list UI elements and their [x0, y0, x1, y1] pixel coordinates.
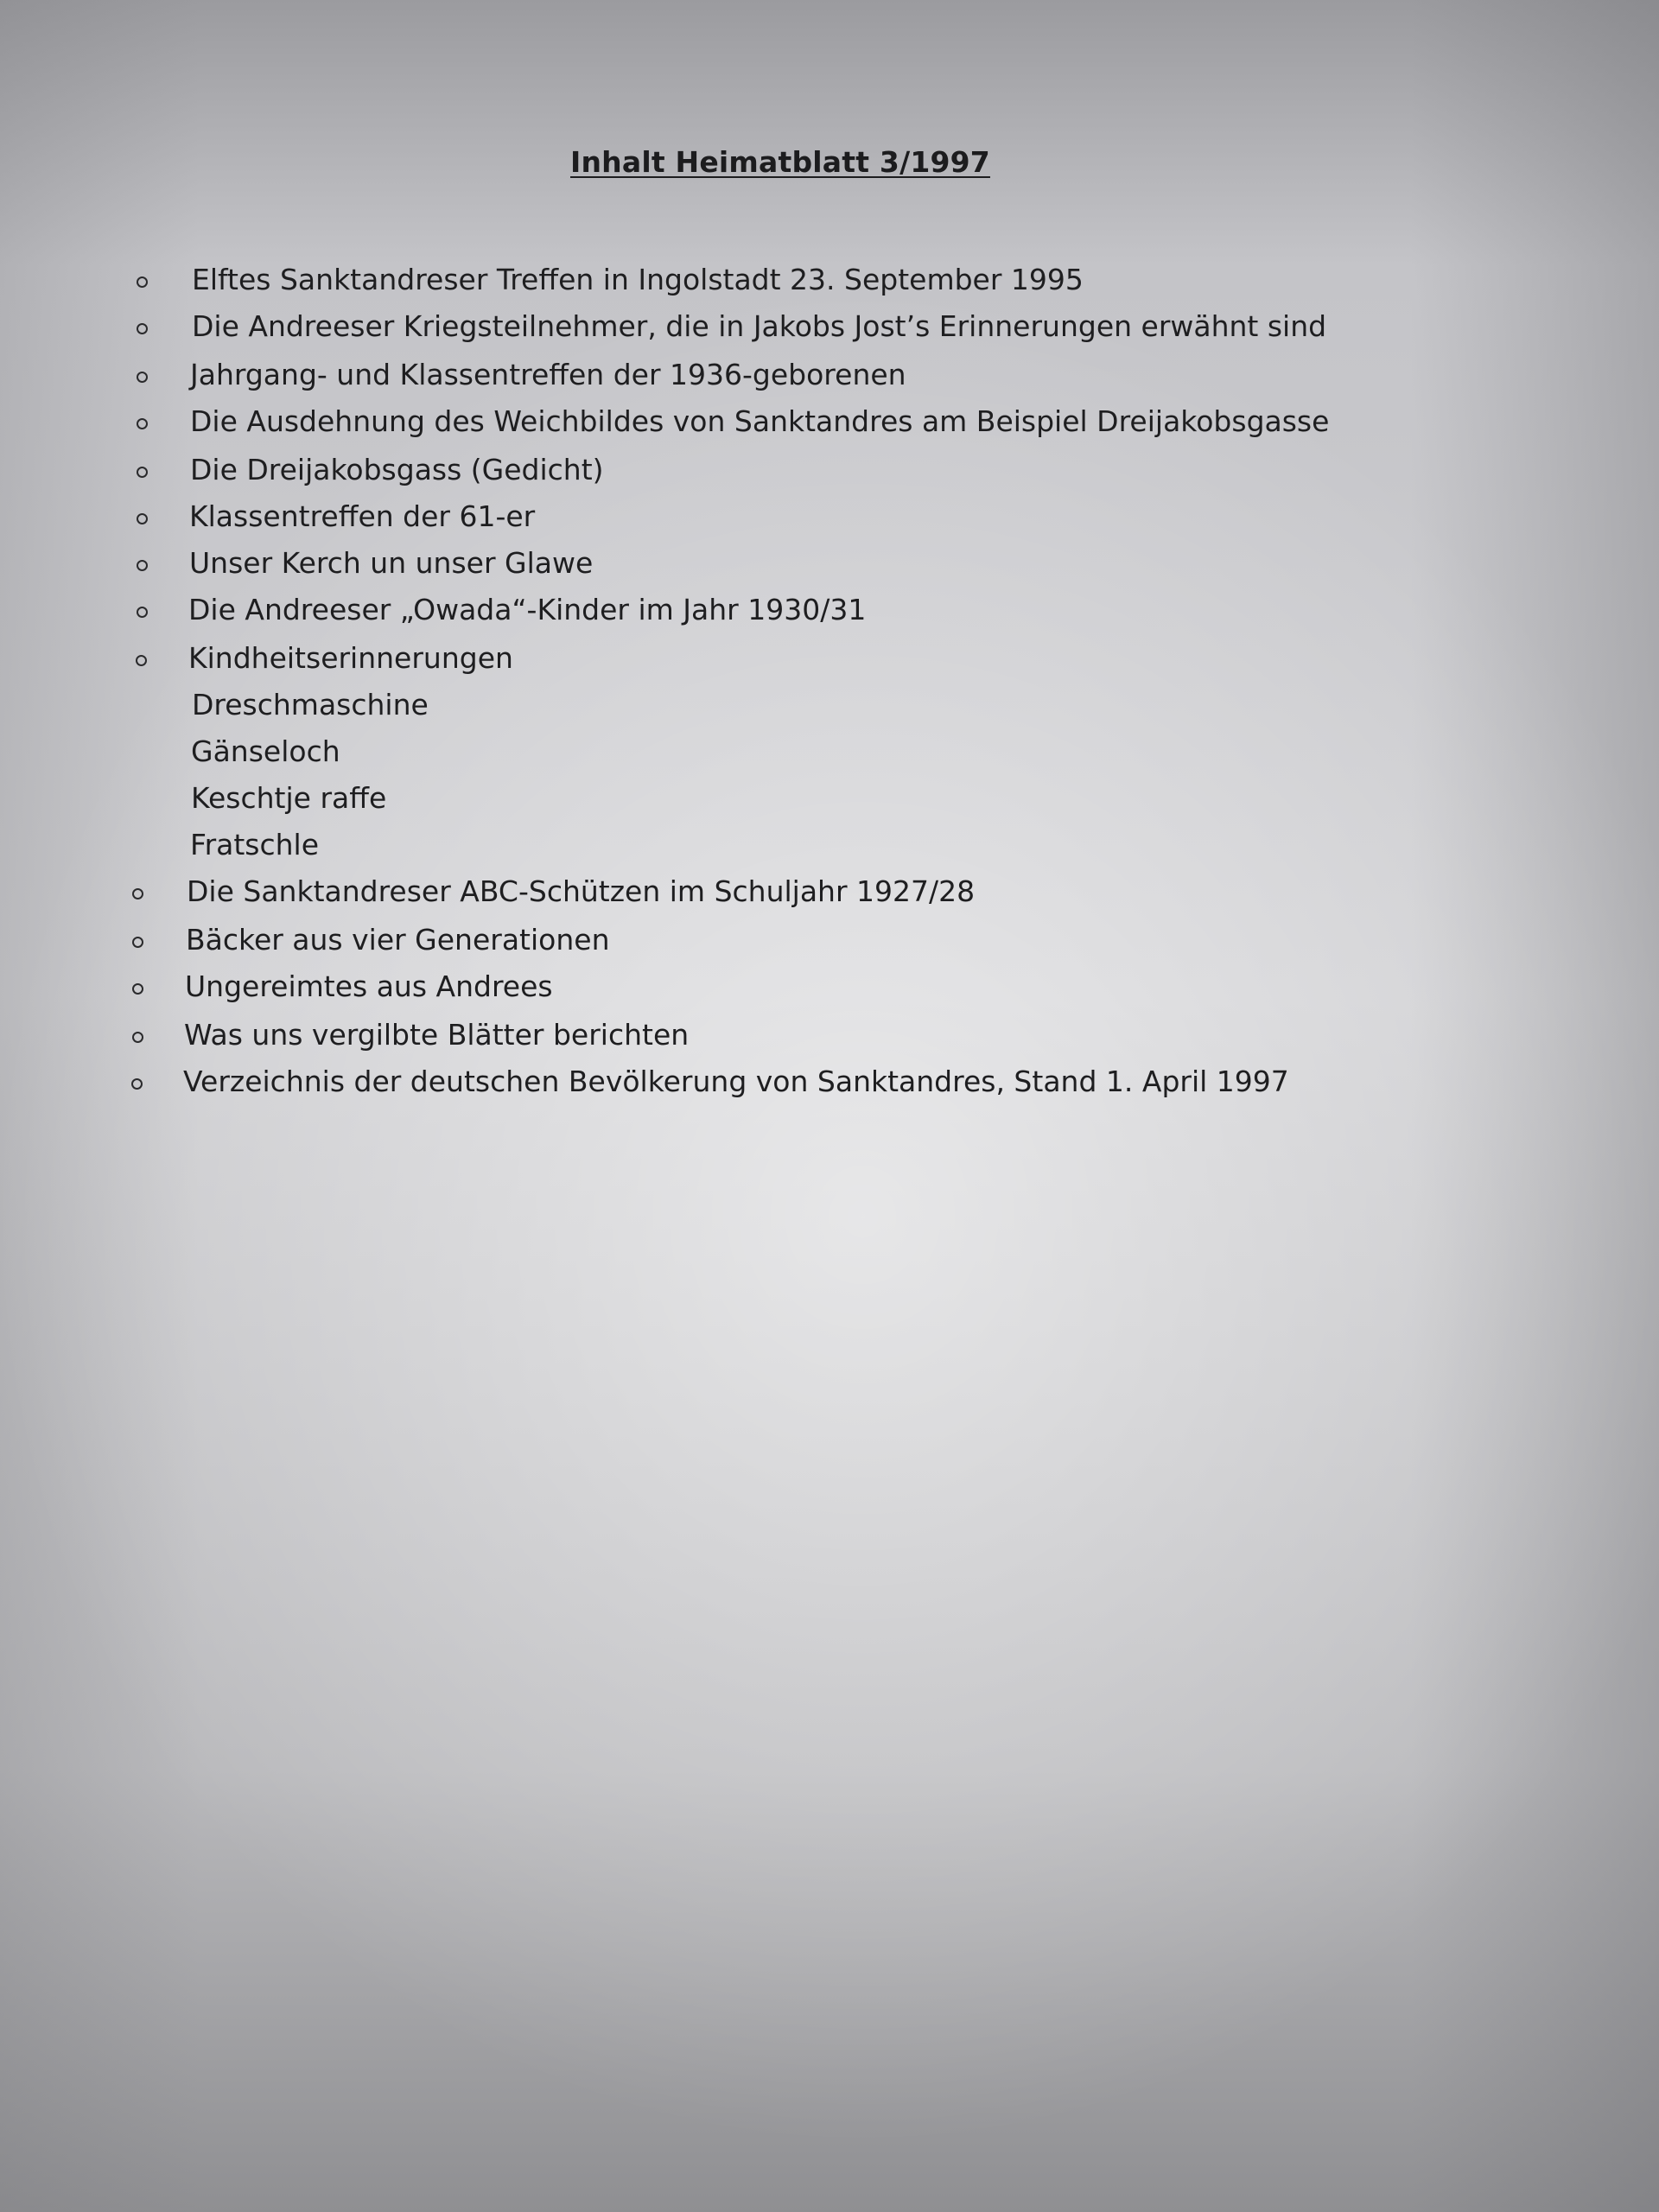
list-item-text: Verzeichnis der deutschen Bevölkerung von Sanktandres, Stand 1. April 1997 — [183, 1065, 1289, 1098]
list-bullet — [132, 937, 143, 948]
list-bullet — [137, 323, 148, 334]
list-item — [0, 543, 1642, 586]
list-item — [0, 1014, 1642, 1058]
list-item-text: Die Andreeser „Owada“-Kinder im Jahr 1930/31 — [188, 593, 867, 626]
list-item — [0, 496, 1642, 539]
list-item-text: Kindheitserinnerungen — [188, 641, 513, 675]
list-bullet — [137, 372, 148, 383]
list-item-text: Die Dreijakobsgass (Gedicht) — [190, 453, 604, 486]
page-title: Inhalt Heimatblatt 3/1997 — [570, 145, 990, 179]
list-item-text: Was uns vergilbte Blätter berichten — [184, 1018, 690, 1052]
list-bullet — [137, 276, 148, 288]
list-item — [0, 401, 1642, 444]
list-item-text: Keschtje raffe — [191, 781, 387, 815]
list-item-text: Dreschmaschine — [192, 688, 429, 721]
list-bullet — [137, 560, 148, 571]
list-item-text: Ungereimtes aus Andrees — [185, 969, 553, 1003]
list-item — [0, 449, 1642, 493]
list-item — [0, 824, 1642, 868]
list-item — [0, 1061, 1642, 1104]
list-item — [0, 306, 1642, 349]
list-bullet — [132, 888, 143, 899]
list-item-text: Die Ausdehnung des Weichbildes von Sanktandres am Beispiel Dreijakobsgasse — [190, 404, 1330, 438]
list-item-text: Jahrgang- und Klassentreffen der 1936-geborenen — [190, 358, 906, 391]
list-item — [0, 778, 1642, 821]
list-item — [0, 589, 1642, 632]
list-item-text: Die Sanktandreser ABC-Schützen im Schuljahr 1927/28 — [187, 874, 976, 908]
list-item — [0, 731, 1642, 774]
list-item — [0, 354, 1642, 397]
list-item-text: Gänseloch — [191, 734, 340, 768]
list-item — [0, 871, 1642, 914]
list-bullet — [132, 1032, 143, 1043]
list-item-text: Unser Kerch un unser Glawe — [189, 546, 594, 580]
list-bullet — [137, 607, 148, 618]
list-item — [0, 919, 1642, 963]
list-bullet — [132, 983, 143, 995]
list-item — [0, 966, 1642, 1009]
list-item — [0, 684, 1642, 728]
list-bullet — [136, 655, 147, 666]
list-bullet — [137, 513, 148, 524]
list-item-text: Fratschle — [190, 828, 320, 861]
list-bullet — [137, 467, 148, 478]
list-item-text: Elftes Sanktandreser Treffen in Ingolstadt 23. September 1995 — [192, 263, 1084, 296]
list-bullet — [131, 1078, 143, 1090]
list-item — [0, 638, 1642, 681]
list-item — [0, 259, 1642, 302]
list-item-text: Bäcker aus vier Generationen — [186, 923, 610, 957]
list-item-text: Klassentreffen der 61-er — [189, 499, 536, 533]
list-bullet — [137, 418, 148, 429]
list-item-text: Die Andreeser Kriegsteilnehmer, die in Jakobs Jost’s Erinnerungen erwähnt sind — [192, 309, 1327, 343]
